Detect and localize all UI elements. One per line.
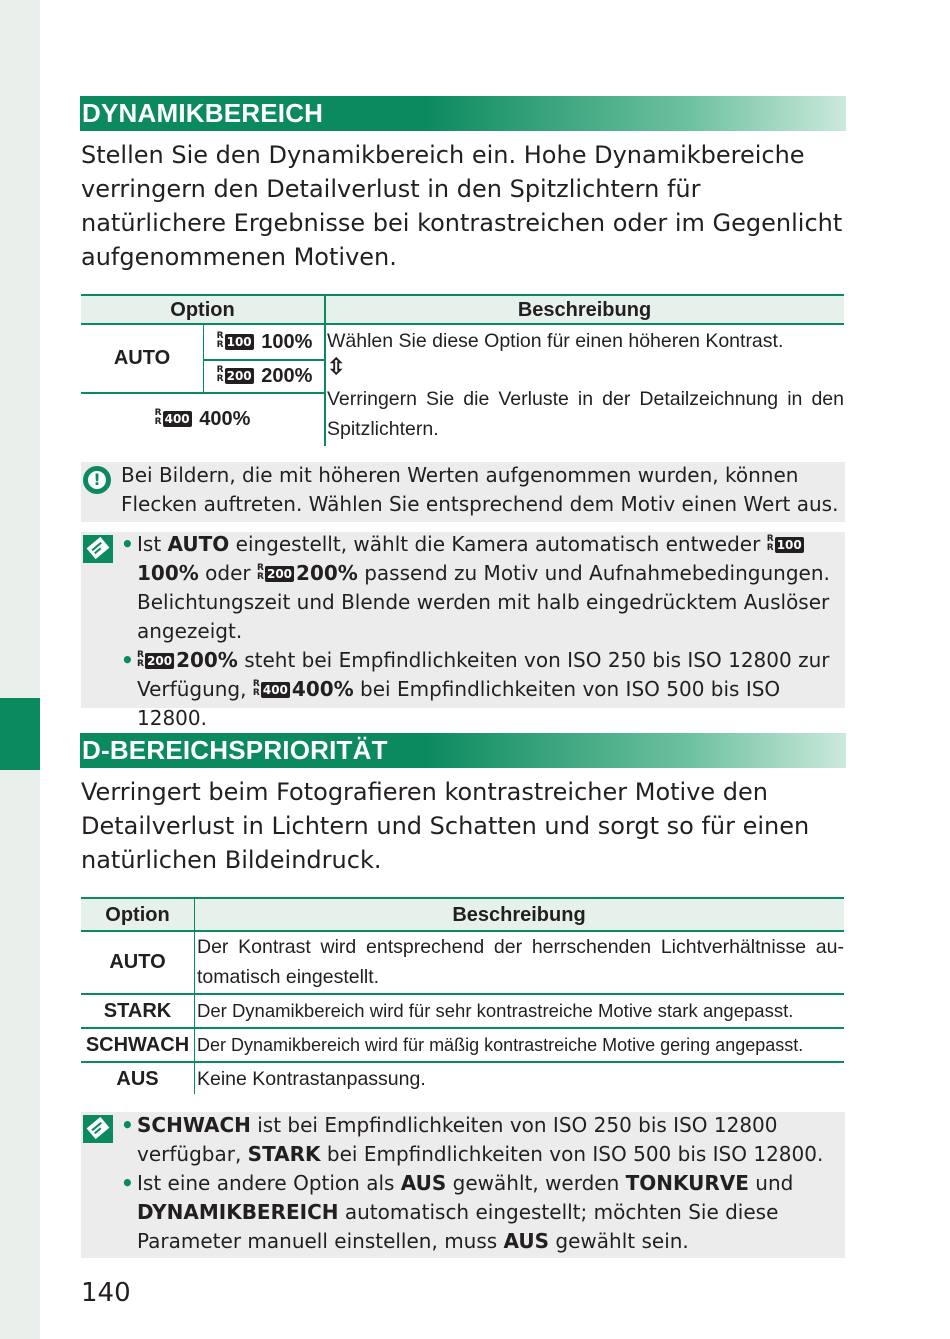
note-item: • Ist AUTO eingestellt, wählt die Kamera automatisch entweder R 100 R100% oder R 200 R 200% passend zu Motiv und Aufnahmebedingungen. Belichtungszeit und Blende werden mit halb eingedrücktem Auslöser angezeigt. bbox=[121, 530, 841, 646]
dr100-icon: R 100 R bbox=[775, 537, 804, 553]
note-item: • SCHWACH ist bei Empfindlichkeiten von ISO 250 bis ISO 12800 verfügbar, STARK bei Empfindlichkeiten von ISO 500 bis ISO 12800. bbox=[121, 1111, 841, 1169]
note-item: • R 200 R 200% steht bei Empfindlichkeiten von ISO 250 bis ISO 12800 zur Verfügung, R 400 R 400% bei Empfindlichkeiten von ISO 500 bis ISO 12800. bbox=[121, 646, 841, 733]
description-schwach: Der Dynamikbereich wird für mäßig kontrastreiche Motive gering angepasst. bbox=[197, 1035, 804, 1055]
description-higher-contrast: Wählen Sie diese Option für einen höheren Kontrast. bbox=[327, 330, 784, 352]
memo-icon bbox=[83, 535, 113, 563]
option-200: R 200 R 200% bbox=[205, 361, 324, 391]
dr400-icon: R 400 R bbox=[261, 682, 290, 698]
option-schwach: SCHWACH bbox=[85, 1034, 190, 1056]
note-item: • Ist eine andere Option als AUS gewählt, werden TONKURVE und DYNAMIKBEREICH automatisch eingestellt; möchten Sie diese Parameter manuell einstellen, muss AUS gewählt sein. bbox=[121, 1169, 841, 1256]
option-auto: AUTO bbox=[113, 347, 171, 369]
section-heading-d-bereichsprioritaet bbox=[80, 733, 846, 768]
section-heading-dynamikbereich bbox=[80, 96, 846, 131]
row-divider bbox=[81, 1027, 844, 1029]
description-auto: Der Kontrast wird entsprechend der herrschenden Lichtverhältnisse automatisch eingestellt. bbox=[197, 936, 844, 988]
dr200-icon: R 200 R bbox=[145, 653, 174, 669]
dr200-icon: R 200 R bbox=[225, 368, 254, 384]
column-divider bbox=[194, 897, 195, 1094]
description-stark: Der Dynamikbereich wird für sehr kontrastreiche Motive stark angepasst. bbox=[197, 1000, 794, 1021]
caution-text: Bei Bildern, die mit höheren Werten aufgenommen wurden, können Flecken auftreten. Wählen Sie entsprechend dem Motiv einen Wert aus. bbox=[121, 463, 839, 516]
chapter-number: 6 bbox=[27, 722, 41, 746]
description-reduce-loss: Verringern Sie die Verluste in der Detailzeichnung in den Spitzlichtern. bbox=[327, 388, 844, 440]
notes-list bbox=[121, 1111, 841, 1256]
option-100: R 100 R 100% bbox=[205, 327, 324, 357]
row-divider bbox=[81, 993, 844, 995]
header-option: Option bbox=[170, 299, 235, 321]
row-divider bbox=[81, 392, 324, 394]
up-down-arrow-icon: ⇳ bbox=[327, 354, 346, 379]
header-description: Beschreibung bbox=[517, 299, 652, 321]
option-stark: STARK bbox=[103, 1000, 172, 1022]
section-intro: Stellen Sie den Dynamikbereich ein. Hohe Dynamikbereiche verringern den Detailverlust in den Spitzlichtern für natürlichere Ergebnisse bei kontrastreichen oder im Gegenlicht aufgenommenen Motiven. bbox=[81, 141, 843, 271]
row-divider bbox=[81, 1061, 844, 1063]
option-400: R 400 R 400% bbox=[81, 404, 324, 434]
header-option: Option bbox=[105, 904, 170, 926]
dr100-icon: R 100 R bbox=[225, 334, 254, 350]
column-divider bbox=[324, 294, 326, 446]
option-auto: AUTO bbox=[109, 951, 166, 973]
option-aus: AUS bbox=[116, 1068, 159, 1090]
dr200-icon: R 200 R bbox=[265, 566, 294, 582]
header-description: Beschreibung bbox=[452, 904, 586, 926]
chapter-side-strip bbox=[0, 0, 40, 1339]
table-header bbox=[81, 897, 844, 932]
memo-icon bbox=[83, 1115, 113, 1143]
table-header bbox=[81, 294, 844, 325]
notes-list bbox=[121, 530, 841, 733]
dr400-icon: R 400 R bbox=[163, 411, 192, 427]
caution-icon bbox=[83, 466, 111, 494]
section-intro: Verringert beim Fotografieren kontrastreicher Motive den Detailverlust in Lichtern und Schatten und sorgt so für einen natürlichen Bildeindruck. bbox=[81, 778, 810, 874]
section-title: D-BEREICHSPRIORITÄT bbox=[82, 735, 388, 765]
description-aus: Keine Kontrastanpassung. bbox=[197, 1068, 426, 1090]
page-number: 140 bbox=[81, 1278, 131, 1308]
section-title: DYNAMIKBEREICH bbox=[82, 98, 324, 128]
